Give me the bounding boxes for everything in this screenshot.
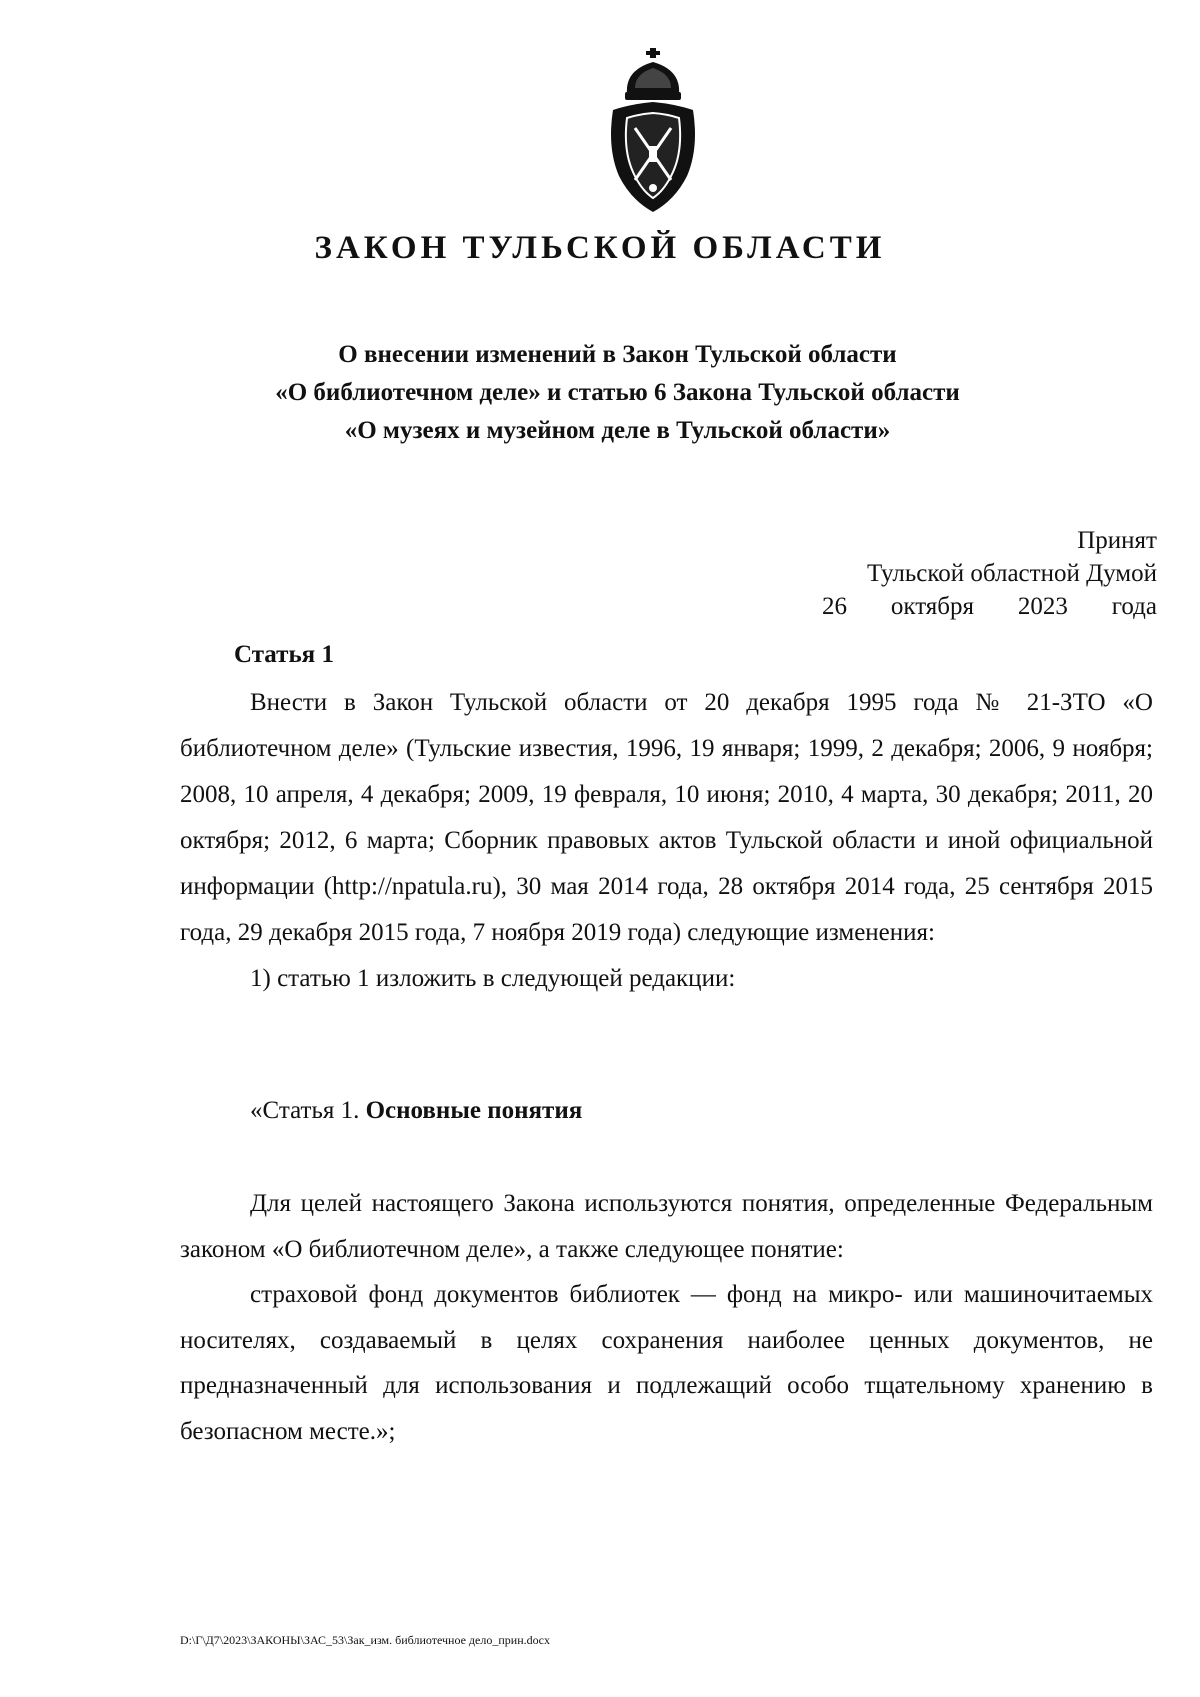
adoption-block [822,524,1157,623]
adoption-day: 26 [822,593,847,620]
quoted-article-body [180,1181,1153,1454]
article-paragraph: страховой фонд документов библиотек — фонд на микро- или машиночитаемых носителях, создаваемый в целях сохранения наиболее ценных документов, не предназначенный для использования и подлежащий особо тщательному хранению в безопасном месте.»; [180,1281,1153,1445]
adopted-by: Тульской областной Думой [866,560,1157,587]
adoption-date [822,590,1157,623]
tula-coat-of-arms-icon [605,48,701,216]
article-heading-wrapper [180,636,1153,674]
article-list-item: 1) статью 1 изложить в следующей редакции: [250,965,736,992]
quoted-heading-prefix: «Статья 1. [250,1097,360,1124]
quoted-article-heading [180,1092,1153,1130]
adoption-year: 2023 [1017,593,1068,620]
adoption-month: октября [890,593,975,620]
article-body [180,680,1153,1002]
quoted-heading-title: Основные понятия [365,1097,583,1124]
adopted-label: Принят [1077,527,1157,554]
article-heading: Статья 1 [234,641,334,668]
document-subtitle [0,336,1200,450]
subtitle-line: «О библиотечном деле» и статью 6 Закона Тульской области [275,379,960,406]
file-path-footer: D:\Г\Д7\2023\ЗАКОНЫ\ЗАС_53\Зак_изм. библиотечное дело_прин.docx [180,1633,550,1647]
subtitle-line: «О музеях и музейном деле в Тульской области» [344,417,891,444]
article-paragraph: Внести в Закон Тульской области от 20 декабря 1995 года № 21-ЗТО «О библиотечном деле» (Тульские известия, 1996, 19 января; 1999, 2 декабря; 2006, 9 ноября; 2008, 10 апреля, 4 декабря; 2009, 19 февраля, 10 июня; 2010, 4 марта, 30 декабря; 2011, 20 октября; 2012, 6 марта; Сборник правовых актов Тульской области и иной официальной информации (http://npatula.ru), 30 мая 2014 года, 28 октября 2014 года, 25 сентября 2015 года, 29 декабря 2015 года, 7 ноября 2019 года) следующие изменения: [180,689,1153,946]
subtitle-line: О внесении изменений в Закон Тульской области [338,341,897,368]
article-paragraph: Для целей настоящего Закона используются понятия, определенные Федеральным законом «О библиотечном деле», а также следующее понятие: [180,1190,1153,1263]
adoption-year-suffix: года [1111,593,1157,620]
document-title: ЗАКОН ТУЛЬСКОЙ ОБЛАСТИ [314,230,886,266]
